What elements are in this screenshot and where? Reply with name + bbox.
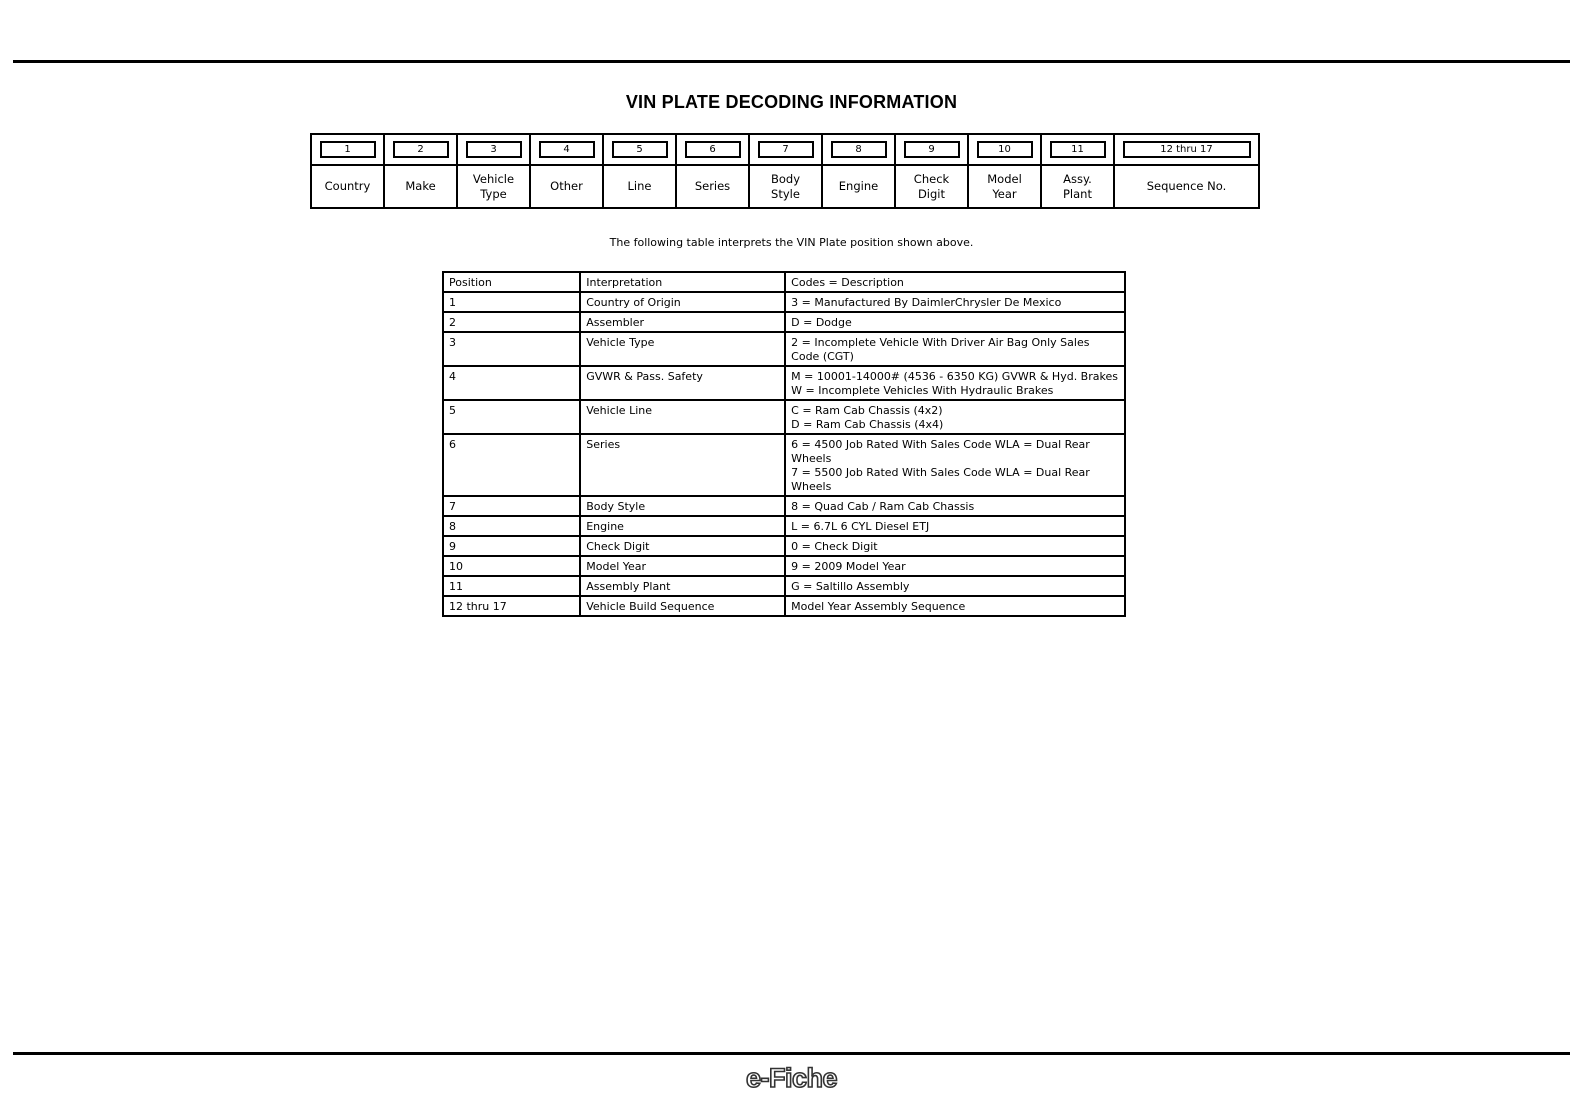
plate-number-row — [896, 135, 967, 166]
code-line: 6 = 4500 Job Rated With Sales Code WLA = Dual Rear Wheels — [791, 438, 1090, 465]
plate-number-row — [1115, 135, 1258, 166]
plate-position-number: 7 — [758, 141, 814, 158]
cell-position: 12 thru 17 — [443, 596, 580, 616]
plate-cell — [312, 135, 385, 207]
code-line: D = Ram Cab Chassis (4x4) — [791, 418, 944, 431]
plate-cell — [385, 135, 458, 207]
cell-position: 10 — [443, 556, 580, 576]
cell-interpretation: Vehicle Line — [580, 400, 785, 434]
efiche-logo: e-Fiche — [745, 1063, 838, 1093]
plate-position-label: Series — [694, 179, 731, 193]
plate-position-label: Check Digit — [913, 171, 950, 201]
code-line: G = Saltillo Assembly — [791, 580, 910, 593]
plate-position-number: 9 — [904, 141, 960, 158]
cell-position: 8 — [443, 516, 580, 536]
cell-codes — [785, 292, 1125, 312]
cell-interpretation: Assembler — [580, 312, 785, 332]
cell-codes — [785, 366, 1125, 400]
header-interpretation: Interpretation — [580, 272, 785, 292]
cell-codes — [785, 556, 1125, 576]
plate-position-label: Line — [627, 179, 652, 193]
plate-number-row — [1042, 135, 1113, 166]
plate-position-label: Model Year — [987, 171, 1022, 201]
top-rule — [13, 60, 1570, 63]
plate-number-row — [604, 135, 675, 166]
plate-cell — [896, 135, 969, 207]
cell-interpretation: Check Digit — [580, 536, 785, 556]
cell-interpretation: Assembly Plant — [580, 576, 785, 596]
cell-codes — [785, 536, 1125, 556]
cell-codes — [785, 596, 1125, 616]
bottom-rule — [13, 1052, 1570, 1055]
plate-number-row — [677, 135, 748, 166]
cell-position: 9 — [443, 536, 580, 556]
table-row — [443, 332, 1125, 366]
plate-position-number: 11 — [1050, 141, 1106, 158]
cell-position: 6 — [443, 434, 580, 496]
plate-position-number: 4 — [539, 141, 595, 158]
cell-position: 11 — [443, 576, 580, 596]
plate-cell — [604, 135, 677, 207]
code-line: 3 = Manufactured By DaimlerChrysler De Mexico — [791, 296, 1062, 309]
code-line: 7 = 5500 Job Rated With Sales Code WLA = Dual Rear Wheels — [791, 466, 1090, 493]
code-line: 0 = Check Digit — [791, 540, 878, 553]
intro-text: The following table interprets the VIN Plate position shown above. — [609, 236, 974, 249]
cell-codes — [785, 312, 1125, 332]
code-line: D = Dodge — [791, 316, 852, 329]
code-line: Model Year Assembly Sequence — [791, 600, 966, 613]
plate-position-label: Vehicle Type — [472, 171, 515, 201]
code-line: 9 = 2009 Model Year — [791, 560, 906, 573]
table-row — [443, 312, 1125, 332]
cell-codes — [785, 496, 1125, 516]
cell-position: 5 — [443, 400, 580, 434]
header-position: Position — [443, 272, 580, 292]
cell-interpretation: Body Style — [580, 496, 785, 516]
plate-number-row — [531, 135, 602, 166]
cell-interpretation: Vehicle Build Sequence — [580, 596, 785, 616]
plate-cell — [750, 135, 823, 207]
plate-number-row — [312, 135, 383, 166]
table-row — [443, 292, 1125, 312]
plate-position-number: 10 — [977, 141, 1033, 158]
table-row — [443, 434, 1125, 496]
cell-interpretation: Vehicle Type — [580, 332, 785, 366]
table-row — [443, 516, 1125, 536]
table-row — [443, 400, 1125, 434]
plate-position-number: 3 — [466, 141, 522, 158]
table-row — [443, 596, 1125, 616]
cell-interpretation: Engine — [580, 516, 785, 536]
plate-cell — [1042, 135, 1115, 207]
cell-position: 4 — [443, 366, 580, 400]
plate-position-number: 12 thru 17 — [1123, 141, 1251, 158]
code-line: 2 = Incomplete Vehicle With Driver Air Bag Only Sales Code (CGT) — [791, 336, 1090, 363]
plate-number-row — [385, 135, 456, 166]
cell-codes — [785, 332, 1125, 366]
plate-cell — [677, 135, 750, 207]
plate-position-label: Sequence No. — [1146, 179, 1227, 193]
table-row — [443, 536, 1125, 556]
plate-position-number: 6 — [685, 141, 741, 158]
plate-cell — [1115, 135, 1258, 207]
cell-position: 3 — [443, 332, 580, 366]
cell-codes — [785, 576, 1125, 596]
vin-plate-diagram — [310, 133, 1260, 209]
plate-number-row — [969, 135, 1040, 166]
plate-position-label: Country — [324, 179, 371, 193]
cell-position: 1 — [443, 292, 580, 312]
plate-position-label: Make — [405, 179, 436, 193]
plate-cell — [458, 135, 531, 207]
plate-position-number: 2 — [393, 141, 449, 158]
plate-cell — [823, 135, 896, 207]
vin-decoding-table — [442, 271, 1126, 617]
plate-position-label: Engine — [838, 179, 879, 193]
plate-position-number: 1 — [320, 141, 376, 158]
table-row — [443, 496, 1125, 516]
code-line: C = Ram Cab Chassis (4x2) — [791, 404, 943, 417]
cell-interpretation: Model Year — [580, 556, 785, 576]
plate-cell — [531, 135, 604, 207]
table-row — [443, 366, 1125, 400]
plate-position-number: 8 — [831, 141, 887, 158]
header-codes: Codes = Description — [785, 272, 1125, 292]
cell-position: 7 — [443, 496, 580, 516]
code-line: L = 6.7L 6 CYL Diesel ETJ — [791, 520, 930, 533]
plate-number-row — [750, 135, 821, 166]
plate-position-label: Assy. Plant — [1063, 171, 1092, 201]
plate-position-label: Body Style — [770, 171, 801, 201]
cell-codes — [785, 400, 1125, 434]
code-line: W = Incomplete Vehicles With Hydraulic Brakes — [791, 384, 1054, 397]
plate-cell — [969, 135, 1042, 207]
table-header-row — [443, 272, 1125, 292]
cell-codes — [785, 434, 1125, 496]
plate-number-row — [458, 135, 529, 166]
plate-position-number: 5 — [612, 141, 668, 158]
cell-interpretation: GVWR & Pass. Safety — [580, 366, 785, 400]
page-title: VIN PLATE DECODING INFORMATION — [625, 92, 958, 112]
cell-interpretation: Country of Origin — [580, 292, 785, 312]
table-row — [443, 576, 1125, 596]
cell-interpretation: Series — [580, 434, 785, 496]
cell-position: 2 — [443, 312, 580, 332]
cell-codes — [785, 516, 1125, 536]
code-line: M = 10001-14000# (4536 - 6350 KG) GVWR & Hyd. Brakes — [791, 370, 1118, 383]
plate-number-row — [823, 135, 894, 166]
table-row — [443, 556, 1125, 576]
code-line: 8 = Quad Cab / Ram Cab Chassis — [791, 500, 975, 513]
plate-position-label: Other — [550, 179, 583, 193]
